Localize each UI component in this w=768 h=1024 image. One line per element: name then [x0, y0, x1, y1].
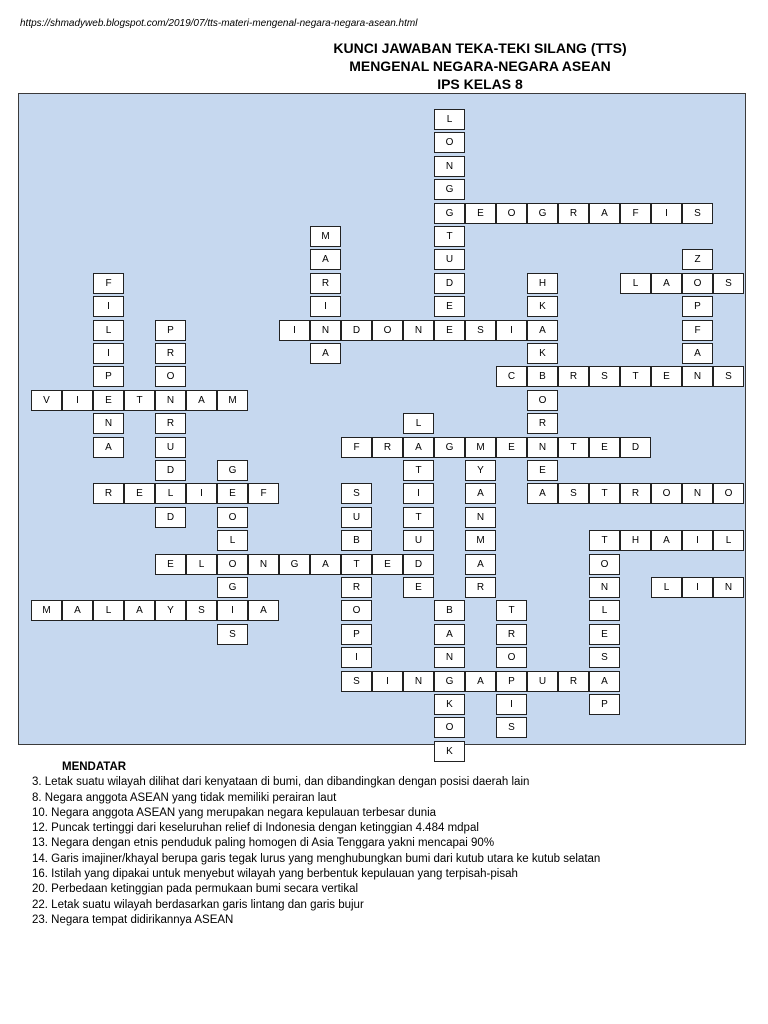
- crossword-cell: N: [589, 577, 620, 598]
- crossword-cell: D: [403, 554, 434, 575]
- crossword-cell: E: [527, 460, 558, 481]
- crossword-cell: R: [558, 366, 589, 387]
- crossword-cell: R: [310, 273, 341, 294]
- crossword-cell: O: [372, 320, 403, 341]
- crossword-cell: E: [372, 554, 403, 575]
- crossword-cell: N: [682, 483, 713, 504]
- crossword-cell: A: [93, 437, 124, 458]
- clue-heading: MENDATAR: [62, 761, 127, 773]
- crossword-cell: R: [620, 483, 651, 504]
- crossword-cell: E: [496, 437, 527, 458]
- crossword-cell: I: [372, 671, 403, 692]
- crossword-cell: S: [496, 717, 527, 738]
- clue-item: 14. Garis imajiner/khayal berupa garis tegak lurus yang menghubungkan bumi dari kutub utara ke kutub selatan: [32, 852, 601, 865]
- crossword-cell: L: [620, 273, 651, 294]
- crossword-cell: I: [310, 296, 341, 317]
- crossword-cell: M: [465, 437, 496, 458]
- crossword-cell: H: [527, 273, 558, 294]
- crossword-cell: D: [155, 507, 186, 528]
- crossword-cell: A: [434, 624, 465, 645]
- crossword-cell: S: [186, 600, 217, 621]
- crossword-cell: B: [341, 530, 372, 551]
- crossword-cell: A: [465, 554, 496, 575]
- crossword-cell: N: [403, 671, 434, 692]
- crossword-cell: I: [93, 343, 124, 364]
- crossword-cell: G: [434, 437, 465, 458]
- crossword-cell: G: [217, 577, 248, 598]
- crossword-cell: T: [403, 460, 434, 481]
- crossword-cell: D: [434, 273, 465, 294]
- crossword-cell: E: [124, 483, 155, 504]
- crossword-cell: A: [124, 600, 155, 621]
- crossword-cell: I: [341, 647, 372, 668]
- crossword-cell: N: [310, 320, 341, 341]
- clue-item: 23. Negara tempat didirikannya ASEAN: [32, 913, 234, 926]
- crossword-cell: P: [589, 694, 620, 715]
- crossword-cell: G: [279, 554, 310, 575]
- crossword-cell: O: [682, 273, 713, 294]
- crossword-cell: O: [496, 647, 527, 668]
- crossword-cell: A: [527, 320, 558, 341]
- crossword-cell: I: [217, 600, 248, 621]
- title-line-1: KUNCI JAWABAN TEKA-TEKI SILANG (TTS): [333, 40, 627, 56]
- crossword-cell: N: [403, 320, 434, 341]
- crossword-cell: P: [496, 671, 527, 692]
- crossword-cell: D: [155, 460, 186, 481]
- crossword-cell: A: [682, 343, 713, 364]
- crossword-cell: N: [713, 577, 744, 598]
- crossword-cell: E: [589, 437, 620, 458]
- crossword-cell: Y: [465, 460, 496, 481]
- crossword-cell: F: [682, 320, 713, 341]
- crossword-cell: L: [713, 530, 744, 551]
- crossword-cell: N: [93, 413, 124, 434]
- crossword-cell: A: [651, 273, 682, 294]
- crossword-cell: D: [620, 437, 651, 458]
- crossword-cell: P: [341, 624, 372, 645]
- crossword-cell: G: [434, 179, 465, 200]
- crossword-cell: L: [434, 109, 465, 130]
- crossword-cell: M: [310, 226, 341, 247]
- crossword-cell: S: [589, 366, 620, 387]
- crossword-cell: N: [527, 437, 558, 458]
- crossword-cell: A: [310, 343, 341, 364]
- crossword-cell: D: [341, 320, 372, 341]
- crossword-cell: R: [496, 624, 527, 645]
- crossword-cell: M: [465, 530, 496, 551]
- crossword-cell: G: [434, 203, 465, 224]
- crossword-cell: G: [434, 671, 465, 692]
- clue-item: 20. Perbedaan ketinggian pada permukaan bumi secara vertikal: [32, 883, 359, 896]
- crossword-cell: A: [310, 554, 341, 575]
- clue-item: 10. Negara anggota ASEAN yang merupakan negara kepulauan terbesar dunia: [32, 806, 437, 819]
- crossword-cell: A: [589, 203, 620, 224]
- crossword-cell: B: [434, 600, 465, 621]
- title-line-3: IPS KELAS 8: [437, 76, 523, 92]
- crossword-cell: I: [651, 203, 682, 224]
- crossword-cell: S: [589, 647, 620, 668]
- crossword-cell: E: [217, 483, 248, 504]
- crossword-cell: Y: [155, 600, 186, 621]
- crossword-cell: N: [434, 647, 465, 668]
- crossword-cell: T: [558, 437, 589, 458]
- clue-item: 13. Negara dengan etnis penduduk paling homogen di Asia Tenggara yakni mencapai 90%: [32, 837, 495, 850]
- crossword-cell: F: [620, 203, 651, 224]
- crossword-cell: A: [248, 600, 279, 621]
- crossword-cell: N: [465, 507, 496, 528]
- crossword-cell: S: [465, 320, 496, 341]
- crossword-cell: A: [465, 483, 496, 504]
- crossword-cell: T: [589, 483, 620, 504]
- crossword-cell: U: [434, 249, 465, 270]
- crossword-cell: N: [434, 156, 465, 177]
- crossword-cell: S: [341, 483, 372, 504]
- crossword-cell: A: [589, 671, 620, 692]
- crossword-cell: M: [31, 600, 62, 621]
- crossword-cell: A: [465, 671, 496, 692]
- crossword-cell: S: [341, 671, 372, 692]
- crossword-cell: G: [217, 460, 248, 481]
- clue-item: 3. Letak suatu wilayah dilihat dari kenyataan di bumi, dan dibandingkan dengan posisi daerah lain: [32, 776, 530, 789]
- crossword-cell: I: [186, 483, 217, 504]
- crossword-cell: O: [341, 600, 372, 621]
- crossword-cell: R: [93, 483, 124, 504]
- crossword-cell: A: [527, 483, 558, 504]
- crossword-cell: V: [31, 390, 62, 411]
- crossword-cell: S: [558, 483, 589, 504]
- crossword-cell: O: [217, 507, 248, 528]
- crossword-cell: A: [403, 437, 434, 458]
- crossword-cell: N: [682, 366, 713, 387]
- crossword-cell: S: [217, 624, 248, 645]
- crossword-cell: O: [434, 132, 465, 153]
- crossword-cell: O: [155, 366, 186, 387]
- crossword-cell: K: [434, 741, 465, 762]
- clue-item: 22. Letak suatu wilayah berdasarkan garis lintang dan garis bujur: [32, 898, 364, 911]
- crossword-cell: P: [155, 320, 186, 341]
- clue-item: 16. Istilah yang dipakai untuk menyebut wilayah yang berbentuk kepulauan yang terpisah-pisah: [32, 868, 518, 881]
- crossword-cell: E: [651, 366, 682, 387]
- crossword-cell: T: [403, 507, 434, 528]
- crossword-cell: N: [155, 390, 186, 411]
- clue-list: [32, 760, 752, 928]
- crossword-board: [18, 93, 746, 757]
- crossword-cell: P: [682, 296, 713, 317]
- crossword-cell: L: [217, 530, 248, 551]
- crossword-cell: R: [558, 203, 589, 224]
- crossword-cell: I: [403, 483, 434, 504]
- crossword-cell: R: [372, 437, 403, 458]
- crossword-cell: L: [403, 413, 434, 434]
- source-url: https://shmadyweb.blogspot.com/2019/07/tts-materi-mengenal-negara-negara-asean.html: [20, 18, 418, 29]
- crossword-cell: L: [155, 483, 186, 504]
- clue-item: 12. Puncak tertinggi dari keseluruhan relief di Indonesia dengan ketinggian 4.484 mdpal: [32, 822, 479, 835]
- crossword-cell: O: [527, 390, 558, 411]
- crossword-cell: E: [589, 624, 620, 645]
- crossword-cell: A: [310, 249, 341, 270]
- crossword-cell: U: [403, 530, 434, 551]
- crossword-cell: R: [155, 413, 186, 434]
- crossword-cell: T: [434, 226, 465, 247]
- crossword-cell: I: [682, 577, 713, 598]
- crossword-cell: E: [155, 554, 186, 575]
- crossword-cell: O: [589, 554, 620, 575]
- crossword-cell: U: [341, 507, 372, 528]
- crossword-grid: [19, 94, 745, 757]
- crossword-cell: I: [496, 694, 527, 715]
- crossword-cell: I: [682, 530, 713, 551]
- crossword-cell: P: [93, 366, 124, 387]
- crossword-cell: T: [589, 530, 620, 551]
- crossword-cell: G: [527, 203, 558, 224]
- crossword-cell: F: [341, 437, 372, 458]
- crossword-cell: L: [93, 320, 124, 341]
- crossword-cell: O: [434, 717, 465, 738]
- crossword-cell: I: [62, 390, 93, 411]
- crossword-cell: S: [682, 203, 713, 224]
- crossword-cell: O: [651, 483, 682, 504]
- crossword-cell: B: [527, 366, 558, 387]
- crossword-cell: E: [465, 203, 496, 224]
- title-line-2: MENGENAL NEGARA-NEGARA ASEAN: [349, 58, 611, 74]
- clue-item: 8. Negara anggota ASEAN yang tidak memiliki perairan laut: [32, 791, 337, 804]
- crossword-cell: R: [155, 343, 186, 364]
- crossword-cell: A: [651, 530, 682, 551]
- crossword-cell: I: [496, 320, 527, 341]
- crossword-cell: C: [496, 366, 527, 387]
- crossword-cell: L: [589, 600, 620, 621]
- crossword-cell: R: [558, 671, 589, 692]
- crossword-cell: O: [217, 554, 248, 575]
- crossword-cell: L: [651, 577, 682, 598]
- crossword-cell: S: [713, 273, 744, 294]
- crossword-cell: A: [62, 600, 93, 621]
- crossword-cell: U: [155, 437, 186, 458]
- crossword-cell: T: [124, 390, 155, 411]
- crossword-cell: A: [186, 390, 217, 411]
- crossword-cell: E: [403, 577, 434, 598]
- crossword-cell: E: [434, 320, 465, 341]
- crossword-cell: I: [279, 320, 310, 341]
- crossword-cell: R: [341, 577, 372, 598]
- crossword-cell: T: [620, 366, 651, 387]
- crossword-cell: K: [527, 296, 558, 317]
- crossword-cell: K: [434, 694, 465, 715]
- crossword-cell: H: [620, 530, 651, 551]
- crossword-cell: M: [217, 390, 248, 411]
- crossword-cell: O: [713, 483, 744, 504]
- crossword-cell: E: [434, 296, 465, 317]
- crossword-cell: I: [93, 296, 124, 317]
- crossword-cell: Z: [682, 249, 713, 270]
- crossword-cell: F: [93, 273, 124, 294]
- crossword-cell: R: [527, 413, 558, 434]
- crossword-cell: K: [527, 343, 558, 364]
- crossword-cell: S: [713, 366, 744, 387]
- crossword-cell: R: [465, 577, 496, 598]
- crossword-cell: T: [341, 554, 372, 575]
- crossword-cell: U: [527, 671, 558, 692]
- crossword-cell: N: [248, 554, 279, 575]
- crossword-cell: L: [93, 600, 124, 621]
- crossword-cell: F: [248, 483, 279, 504]
- crossword-cell: O: [496, 203, 527, 224]
- crossword-cell: T: [496, 600, 527, 621]
- crossword-cell: E: [93, 390, 124, 411]
- crossword-cell: L: [186, 554, 217, 575]
